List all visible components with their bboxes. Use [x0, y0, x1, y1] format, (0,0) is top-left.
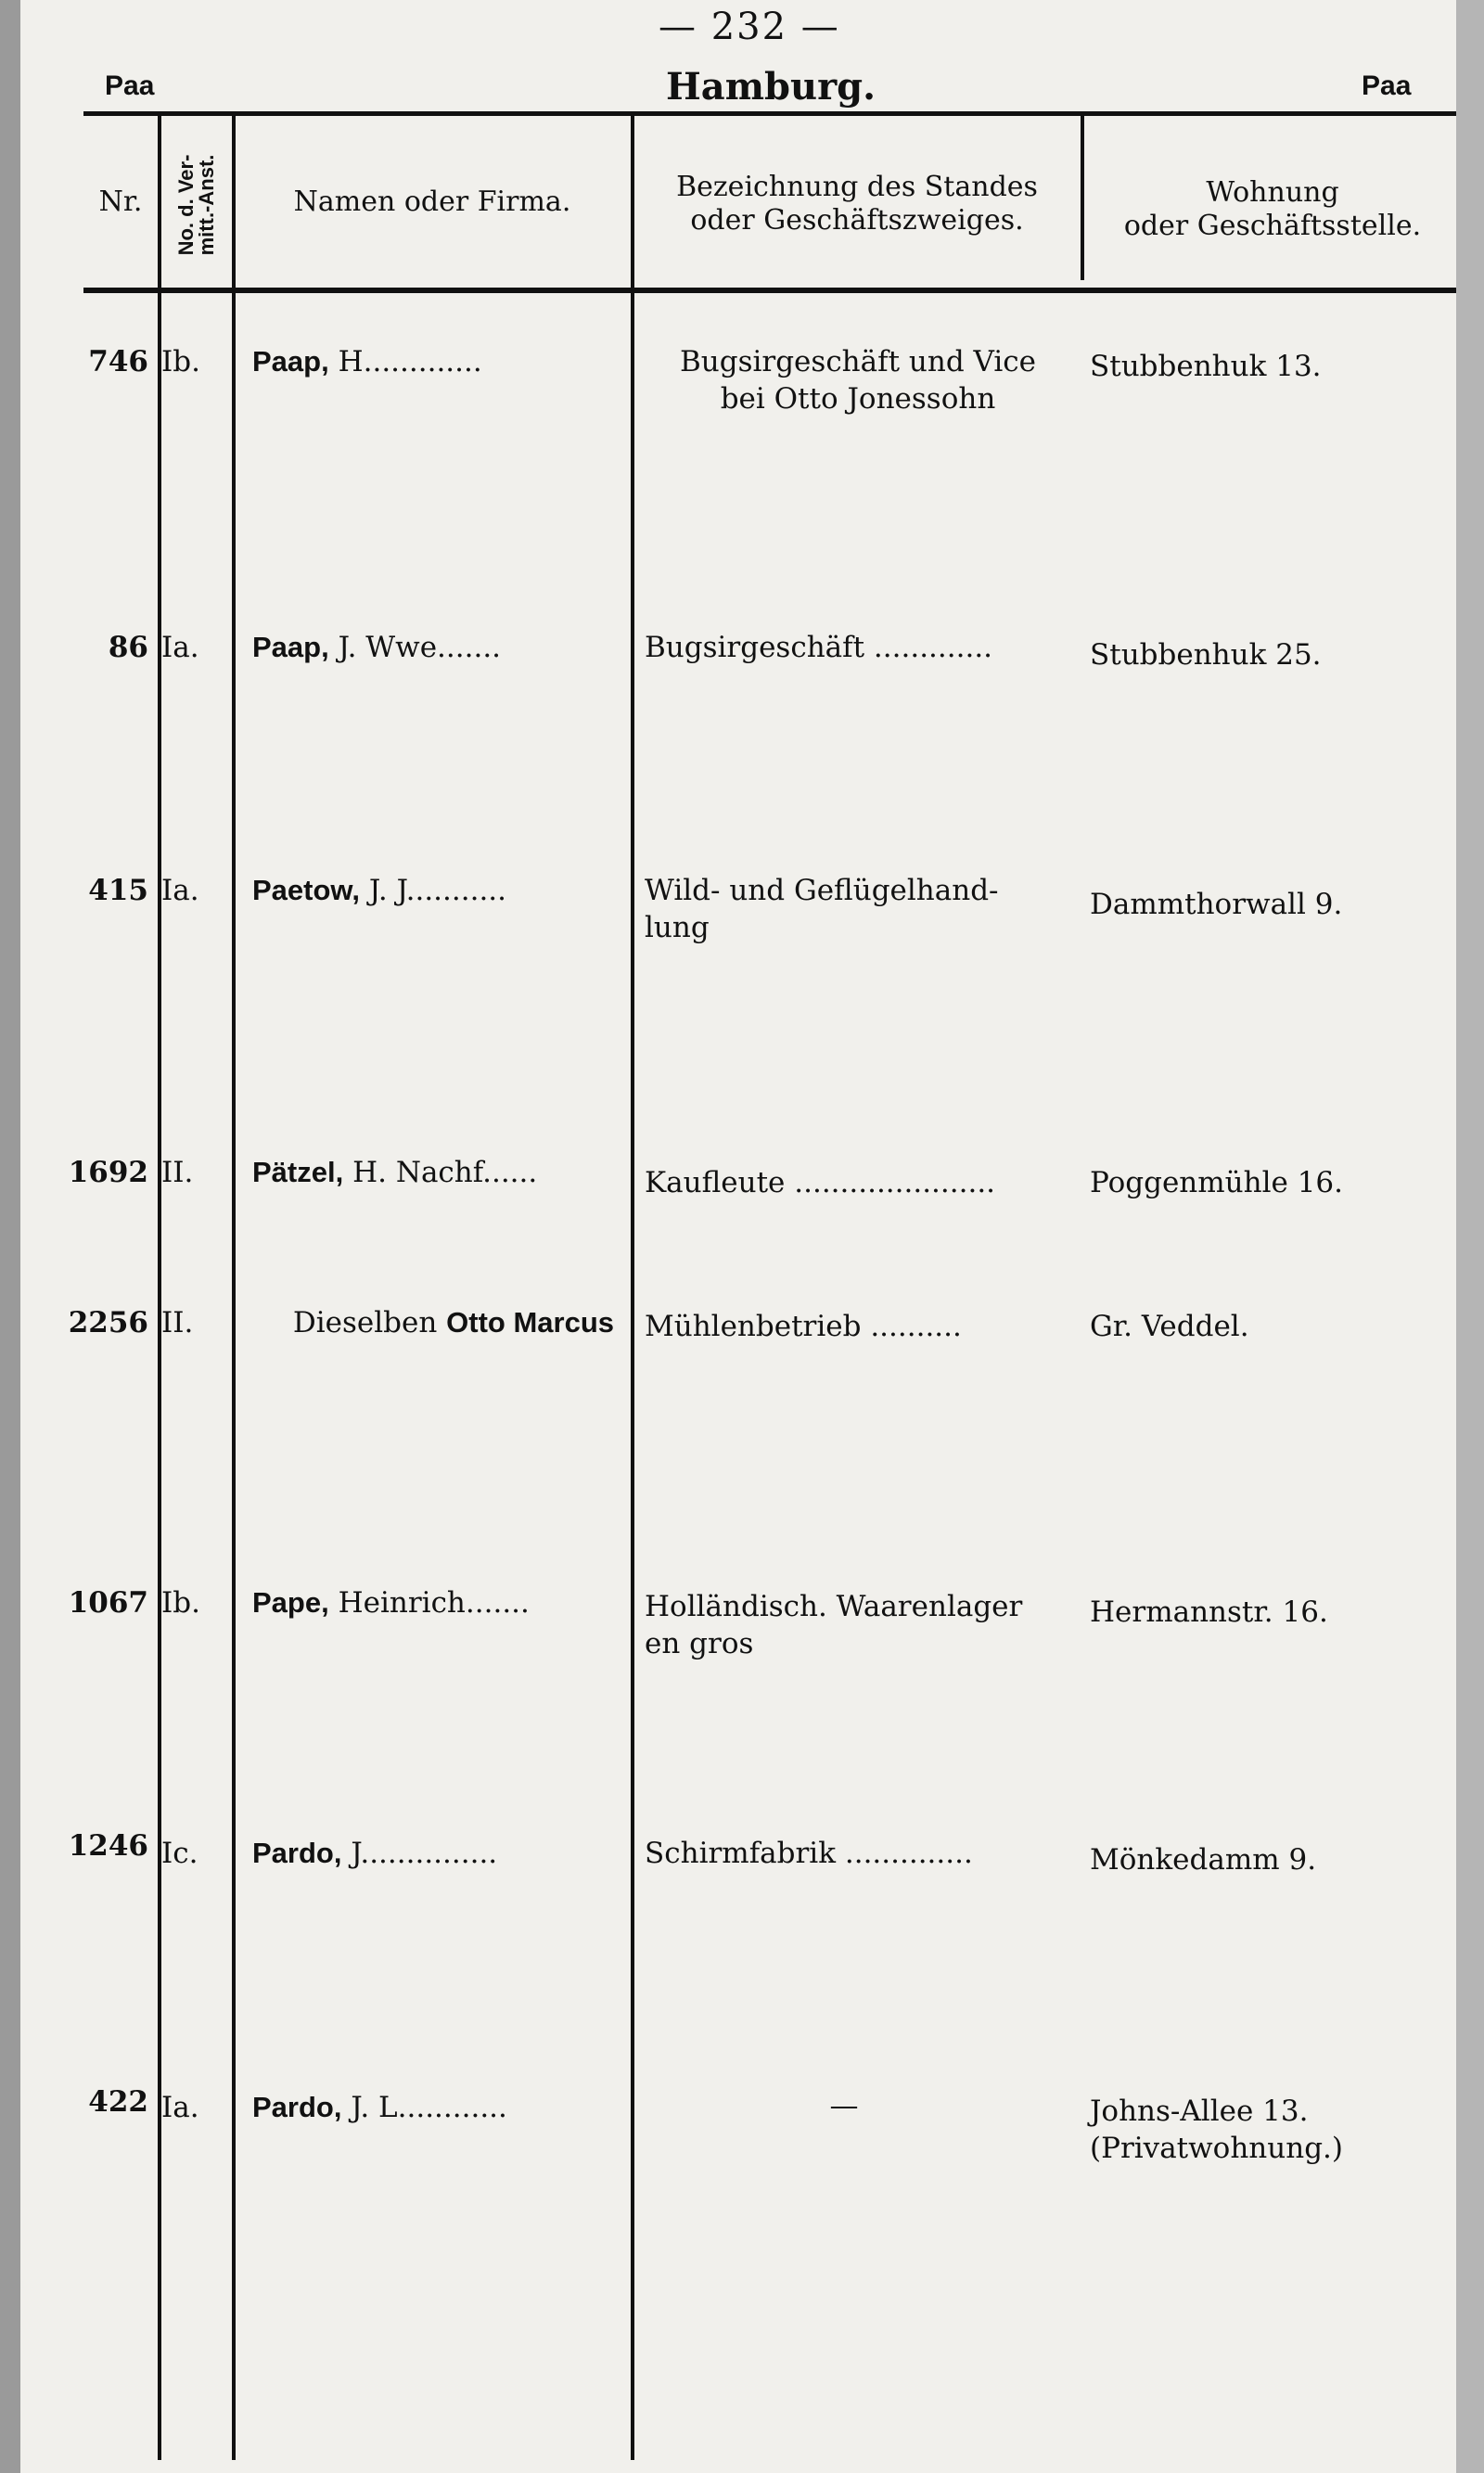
entry-name: Pardo, J. L............ — [252, 2091, 507, 2124]
running-head-left: Paa — [105, 70, 155, 101]
column-rule-2 — [232, 113, 236, 2460]
entry-trade: Bugsirgeschäft ............. — [645, 631, 993, 664]
running-head-right: Paa — [1362, 70, 1412, 101]
entry-trade: Holländisch. Waarenlager en gros — [645, 1590, 1023, 1660]
entry-address: Mönkedamm 9. — [1090, 1843, 1317, 1877]
entry-anst: Ia. — [161, 2091, 199, 2124]
header-bottom-rule — [83, 288, 1456, 293]
entry-trade: — — [829, 2089, 859, 2122]
entry-address: Stubbenhuk 25. — [1090, 638, 1322, 672]
entry-nr: 415 — [88, 874, 148, 907]
entry-anst: Ic. — [161, 1837, 198, 1870]
entry-name: Paap, J. Wwe....... — [252, 631, 502, 664]
top-rule — [83, 111, 1456, 116]
entry-anst: Ib. — [161, 1586, 200, 1620]
header-nr: Nr. — [98, 186, 143, 218]
entry-anst: II. — [161, 1156, 194, 1189]
entry-trade: Bugsirgeschäft und Vice bei Otto Jonessohn — [679, 345, 1037, 416]
page-edge-left — [0, 0, 20, 2473]
entry-name: Pape, Heinrich....... — [252, 1586, 530, 1620]
header-name: Namen oder Firma. — [293, 186, 571, 218]
page-number: — 232 — — [659, 6, 840, 48]
header-address: Wohnung oder Geschäftsstelle. — [1123, 176, 1422, 242]
entry-trade: Kaufleute ...................... — [645, 1166, 996, 1199]
entry-anst: II. — [161, 1306, 194, 1339]
entry-anst: Ia. — [161, 631, 199, 664]
entry-name: Pätzel, H. Nachf...... — [252, 1156, 538, 1189]
entry-nr: 1067 — [68, 1586, 148, 1620]
entry-nr: 86 — [108, 631, 148, 664]
entry-trade: Mühlenbetrieb .......... — [645, 1310, 962, 1343]
column-rule-3 — [631, 113, 634, 2460]
entry-name: Paap, H............. — [252, 345, 482, 378]
header-anst: No. d. Ver- mitt.-Anst. — [174, 154, 218, 256]
entry-address: Hermannstr. 16. — [1090, 1595, 1328, 1629]
entry-nr: 746 — [88, 345, 148, 378]
page-edge-right — [1456, 0, 1484, 2473]
entry-nr: 1246 — [68, 1829, 148, 1863]
entry-address: Johns-Allee 13. (Privatwohnung.) — [1090, 2095, 1343, 2165]
entry-anst: Ib. — [161, 345, 200, 378]
entry-address: Poggenmühle 16. — [1090, 1166, 1344, 1199]
entry-name: Paetow, J. J........... — [252, 874, 507, 907]
entry-trade: Schirmfabrik .............. — [645, 1837, 973, 1870]
column-rule-4 — [1081, 113, 1084, 280]
entry-trade: Wild- und Geflügelhand- lung — [645, 874, 999, 944]
entry-nr: 1692 — [68, 1156, 148, 1189]
entry-name: Dieselben Otto Marcus — [292, 1306, 614, 1339]
entry-address: Gr. Veddel. — [1090, 1310, 1249, 1343]
header-trade: Bezeichnung des Standes oder Geschäftszweiges. — [676, 171, 1038, 237]
entry-nr: 2256 — [68, 1306, 148, 1339]
entry-anst: Ia. — [161, 874, 199, 907]
city-heading: Hamburg. — [666, 65, 876, 109]
entry-address: Dammthorwall 9. — [1090, 888, 1343, 921]
entry-address: Stubbenhuk 13. — [1090, 350, 1322, 383]
entry-nr: 422 — [88, 2085, 148, 2119]
entry-name: Pardo, J............... — [252, 1837, 498, 1870]
